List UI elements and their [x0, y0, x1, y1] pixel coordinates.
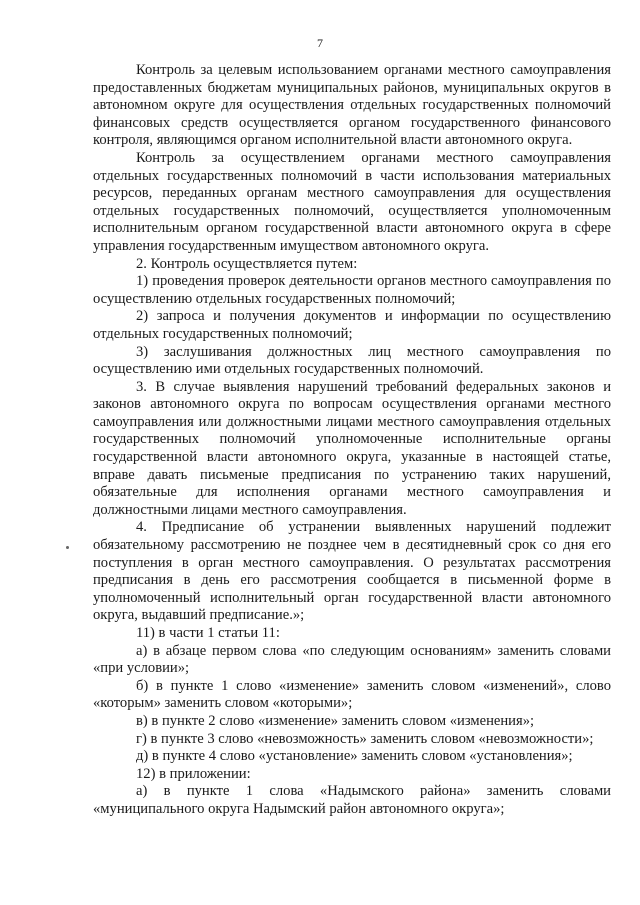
list-item-amend-v: в) в пункте 2 слово «изменение» заменить словом «изменения»; [136, 712, 535, 729]
margin-mark [66, 546, 69, 549]
paragraph-financial-control: Контроль за целевым использованием органами местного самоуправления предоставленных бюджетам муниципальных районов, муниципальных округов в автономном округе для осуществления отдельных государственных полномочий финансовых средств осуществляется органом государственного финансового контроля, являющимся органом исполнительной власти автономного округа. [93, 62, 611, 149]
list-item-hearings: 3) заслушивания должностных лиц местного самоуправления по осуществлению ими отдельных государственных полномочий. [93, 343, 611, 378]
paragraph-control-methods-intro: 2. Контроль осуществляется путем: [136, 255, 358, 272]
paragraph-violations-orders: 3. В случае выявления нарушений требований федеральных законов и законов автономного округа по вопросам осуществления органами местного самоуправления или должностными лицами местного самоуправления отдельных государственных полномочий уполномоченные исполнительные органы государственной власти автономного округа, указанные в настоящей статье, вправе давать письменые предписания по устранению таких нарушений, обязательные для исполнения органами местного самоуправления и должностными лицами местного самоуправления. [93, 378, 611, 518]
list-item-amend-a: а) в абзаце первом слова «по следующим основаниям» заменить словами «при условии»; [93, 642, 611, 677]
list-item-appendix-a: а) в пункте 1 слова «Надымского района» заменить словами «муниципального округа Надымский район автономного округа»; [93, 783, 611, 817]
paragraph-appendix-intro: 12) в приложении: [136, 765, 251, 782]
document-body [93, 62, 611, 819]
list-item-document-requests: 2) запроса и получения документов и информации по осуществлению отдельных государственных полномочий; [93, 308, 611, 342]
paragraph-material-resources-control: Контроль за осуществлением органами местного самоуправления отдельных государственных полномочий в части использования материальных ресурсов, переданных органам местного самоуправления для осуществления отдельных государственных полномочий, осуществляется уполномоченным исполнительным органом государственной власти автономного округа в сфере управления государственным имуществом автономного округа. [93, 149, 611, 254]
page-number: 7 [317, 36, 323, 50]
paragraph-article-11-intro: 11) в части 1 статьи 11: [136, 625, 280, 641]
list-item-amend-d: д) в пункте 4 слово «установление» заменить словом «установления»; [136, 748, 573, 765]
list-item-amend-b: б) в пункте 1 слово «изменение» заменить словом «изменений», слово «которым» заменить словом «которыми»; [93, 677, 611, 712]
paragraph-order-review: 4. Предписание об устранении выявленных нарушений подлежит обязательному рассмотрению не позднее чем в десятидневный срок со дня его поступления в орган местного самоуправления. О результатах рассмотрения предписания в день его рассмотрения сообщается в письменной форме в уполномоченный исполнительный орган государственной власти автономного округа, выдавший предписание.»; [93, 519, 611, 624]
list-item-inspections: 1) проведения проверок деятельности органов местного самоуправления по осуществлению отдельных государственных полномочий; [93, 273, 611, 307]
list-item-amend-g: г) в пункте 3 слово «невозможность» заменить словом «невозможности»; [136, 730, 594, 747]
